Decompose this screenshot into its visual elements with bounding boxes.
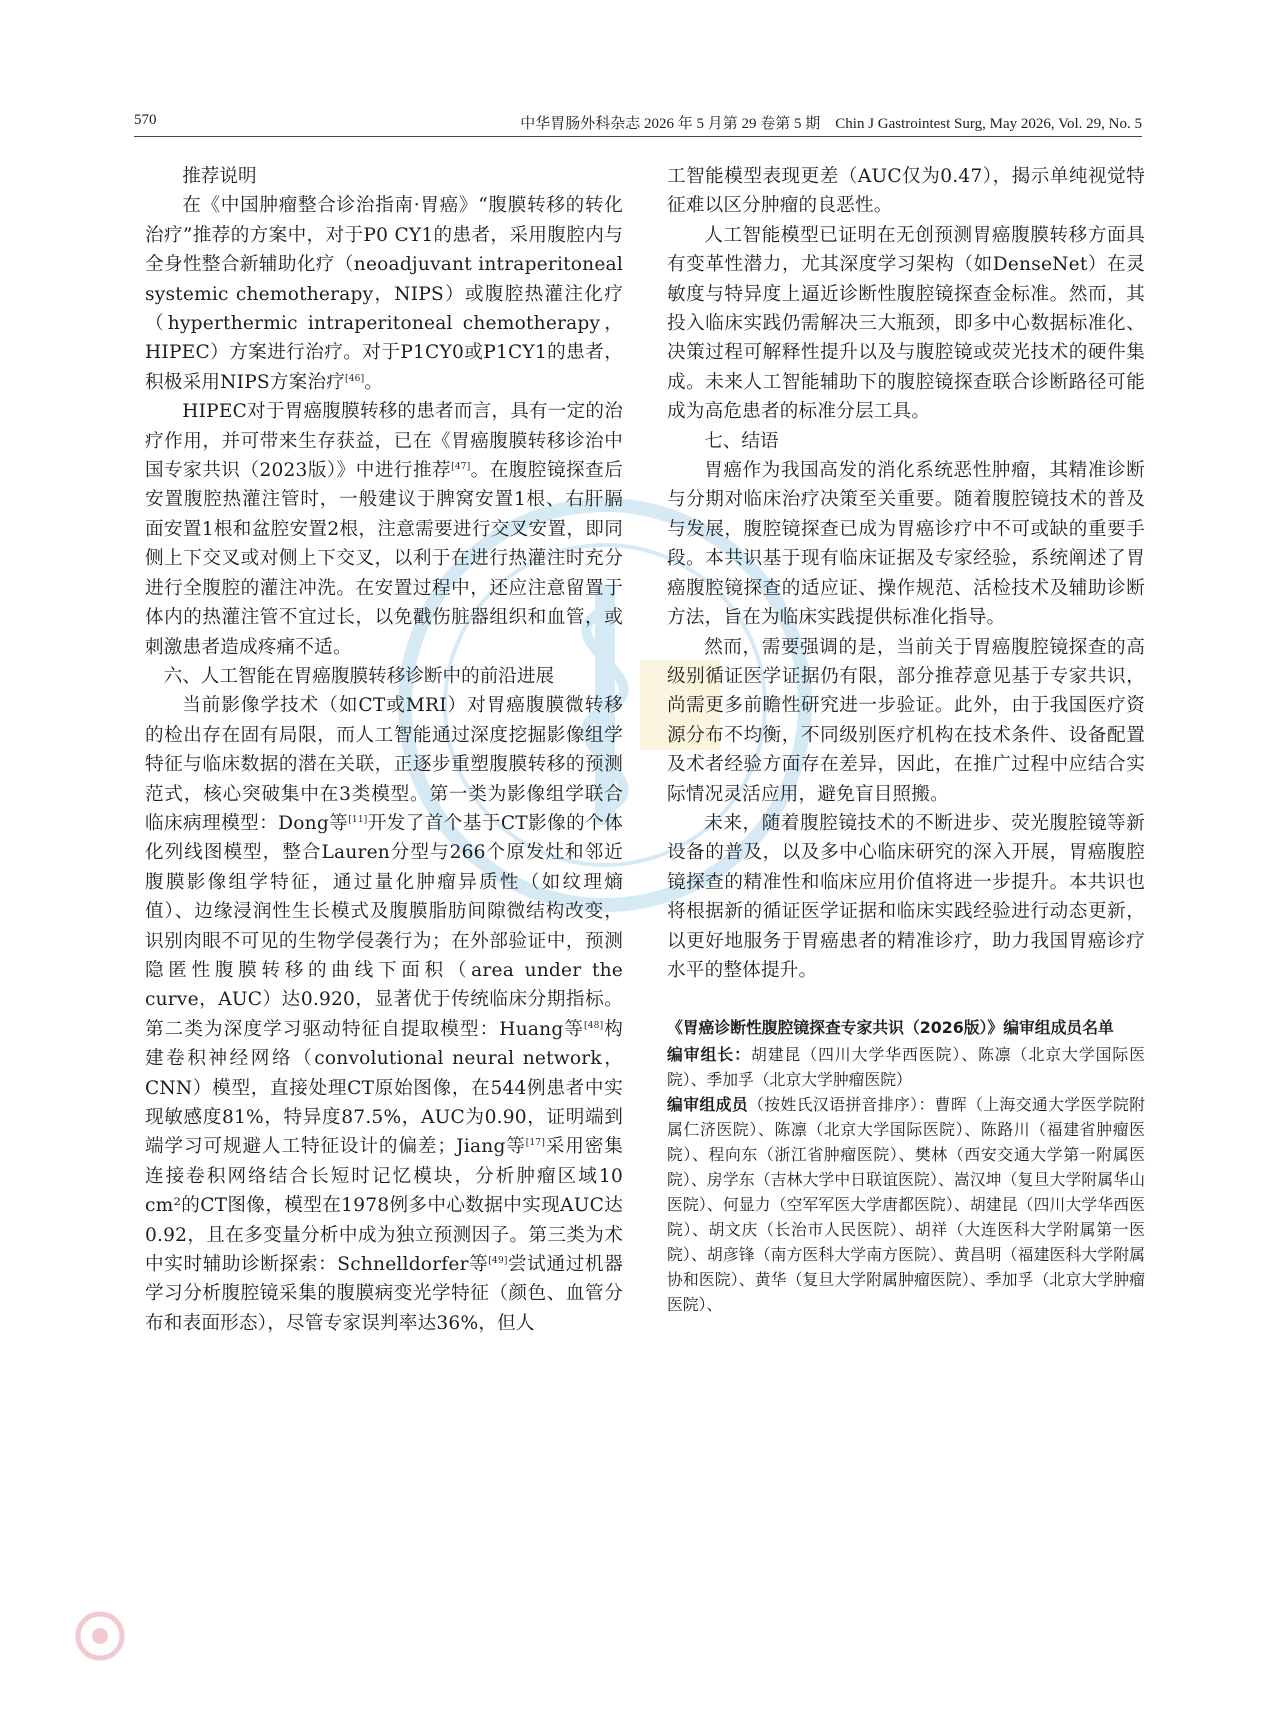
citation-ref: [49]: [488, 1255, 508, 1266]
paragraph-text: 。在腹腔镜探查后安置腹腔热灌注管时，一般建议于脾窝安置1根、右肝膈面安置1根和盆腔安置2根，注意需要进行交叉安置，即同侧上下交叉或对侧上下交叉，以利于在进行热灌注时充分进行全腹腔的灌注冲洗。在安置过程中，还应注意留置于体内的热灌注管不宜过长，以免戳伤脏器组织和血管，或刺激患者造成疼痛不适。: [145, 460, 623, 658]
paragraph-ai-potential: 人工智能模型已证明在无创预测胃癌腹膜转移方面具有变革性潜力，尤其深度学习架构（如DenseNet）在灵敏度与特异度上逼近诊断性腹腔镜探查金标准。然而，其投入临床实践仍需解决三大瓶颈，即多中心数据标准化、决策过程可解释性提升以及与腹腔镜或荧光技术的硬件集成。未来人工智能辅助下的腹腔镜探查联合诊断路径可能成为高危患者的标准分层工具。: [667, 224, 1145, 423]
recommendation-heading: 推荐说明: [182, 166, 257, 187]
paragraph-conclusion-2: 然而，需要强调的是，当前关于胃癌腹腔镜探查的高级别循证医学证据仍有限，部分推荐意见基于专家共识，尚需更多前瞻性研究进一步验证。此外，由于我国医疗资源分布不均衡，不同级别医疗机构在技术条件、设备配置及术者经验方面存在差异，因此，在推广过程中应结合实际情况灵活应用，避免盲目照搬。: [667, 636, 1145, 805]
citation-ref: [46]: [345, 373, 365, 384]
paragraph-ai-models: [145, 691, 623, 1338]
running-header: [134, 108, 1142, 137]
citation-ref: [47]: [451, 461, 471, 472]
citation-ref: [48]: [584, 1020, 604, 1031]
journal-citation: 中华胃肠外科杂志 2026 年 5 月第 29 卷第 5 期 Chin J Gastrointest Surg, May 2026, Vol. 29, No. 5: [520, 116, 1142, 132]
paragraph-ai-continued: 工智能模型表现更差（AUC仅为0.47），揭示单纯视觉特征难以区分肿瘤的良恶性。: [667, 166, 1145, 217]
paragraph-nips-hipec: [145, 191, 623, 397]
citation-ref: [11]: [348, 814, 368, 825]
publisher-footer-logo: [70, 1608, 590, 1664]
paragraph-text: 构建卷积神经网络（convolutional neural network，CNN）模型，直接处理CT原始图像，在544例患者中实现敏感度81%，特异度87.5%，AUC为0.90，证明端到端学习可规避人工特征设计的偏差；Jiang等: [145, 1018, 623, 1158]
page-number: 570: [134, 112, 157, 128]
paragraph-conclusion-3: 未来，随着腹腔镜技术的不断进步、荧光腹腔镜等新设备的普及，以及多中心临床研究的深入开展，胃癌腹腔镜探查的精准性和临床应用价值将进一步提升。本共识也将根据新的循证医学证据和临床实践经验进行动态更新，以更好地服务于胃癌患者的精准诊疗，助力我国胃癌诊疗水平的整体提升。: [667, 812, 1145, 981]
paragraph-text: 采用密集连接卷积网络结合长短时记忆模块，分析肿瘤区域10 cm²的CT图像，模型在1978例多中心数据中实现AUC达0.92，且在多变量分析中成为独立预测因子。第三类为术中实时辅助诊断探索：Schnelldorfer等: [145, 1136, 624, 1276]
citation-ref: [17]: [525, 1138, 546, 1149]
paragraph-text: 尝试通过机器学习分析腹腔镜采集的腹膜病变光学特征（颜色、血管分布和表面形态），尽管专家误判率达36%，但人: [145, 1254, 624, 1334]
leaders-label: 编审组长：: [667, 1045, 751, 1065]
right-column: [667, 162, 1145, 1317]
paragraph-hipec-placement: [145, 397, 623, 662]
paragraph-text: HIPEC对于胃癌腹膜转移的患者而言，具有一定的治疗作用，并可带来生存获益，已在《胃癌腹膜转移诊治中国专家共识（2023版）》中进行推荐: [145, 401, 623, 482]
section-heading-ai: 六、人工智能在胃癌腹膜转移诊断中的前沿进展: [163, 665, 555, 687]
leaders-list: 胡建昆（四川大学华西医院）、陈凛（北京大学国际医院）、季加孚（北京大学肿瘤医院）: [667, 1045, 1145, 1090]
editorial-leaders: [667, 1042, 1145, 1092]
paragraph-text: 当前影像学技术（如CT或MRI）对胃癌腹膜微转移的检出存在固有局限，而人工智能通过深度挖掘影像组学特征与临床数据的潜在关联，正逐步重塑腹膜转移的预测范式，核心突破集中在3类模型。第一类为影像组学联合临床病理模型：Dong等: [145, 695, 623, 834]
editorial-panel-title: 《胃癌诊断性腹腔镜探查专家共识（2026版）》编审组成员名单: [667, 1018, 1114, 1038]
flower-logo-icon: [70, 1608, 130, 1664]
paragraph-text: 。: [364, 371, 384, 393]
section-heading-conclusion: 七、结语: [704, 430, 779, 452]
members-list: （按姓氏汉语拼音排序）：曹晖（上海交通大学医学院附属仁济医院）、陈凛（北京大学国际医院）、陈路川（福建省肿瘤医院）、程向东（浙江省肿瘤医院）、樊林（西安交通大学第一附属医院）、房学东（吉林大学中日联谊医院）、嵩汉坤（复旦大学附属华山医院）、何显力（空军军医大学唐都医院）、胡建昆（四川大学华西医院）、胡文庆（长治市人民医院）、胡祥（大连医科大学附属第一医院）、胡彦锋（南方医科大学南方医院）、黄昌明（福建医科大学附属协和医院）、黄华（复旦大学附属肿瘤医院）、季加孚（北京大学肿瘤医院）、: [667, 1095, 1145, 1315]
paragraph-conclusion-1: 胃癌作为我国高发的消化系统恶性肿瘤，其精准诊断与分期对临床治疗决策至关重要。随着腹腔镜技术的普及与发展，腹腔镜探查已成为胃癌诊疗中不可或缺的重要手段。本共识基于现有临床证据及专家经验，系统阐述了胃癌腹腔镜探查的适应证、操作规范、活检技术及辅助诊断方法，旨在为临床实践提供标准化指导。: [667, 460, 1145, 629]
editorial-members: [667, 1092, 1145, 1317]
members-label: 编审组成员: [667, 1095, 749, 1115]
left-column: [145, 162, 623, 1338]
paragraph-text: 在《中国肿瘤整合诊治指南·胃癌》“腹膜转移的转化治疗”推荐的方案中，对于P0 CY1的患者，采用腹腔内与全身性整合新辅助化疗（neoadjuvant intraperitoneal systemic chemotherapy，NIPS）或腹腔热灌注化疗（hyperthermic intraperitoneal chemotherapy，HIPEC）方案进行治疗。对于P1CY0或P1CY1的患者，积极采用NIPS方案治疗: [145, 195, 623, 393]
paragraph-text: 开发了首个基于CT影像的个体化列线图模型，整合Lauren分型与266个原发灶和邻近腹膜影像组学特征，通过量化肿瘤异质性（如纹理熵值）、边缘浸润性生长模式及腹膜脂肪间隙微结构改变，识别肉眼不可见的生物学侵袭行为；在外部验证中，预测隐匿性腹膜转移的曲线下面积（area under the curve，AUC）达0.920，显著优于传统临床分期指标。第二类为深度学习驱动特征自提取模型：Huang等: [145, 812, 623, 1040]
